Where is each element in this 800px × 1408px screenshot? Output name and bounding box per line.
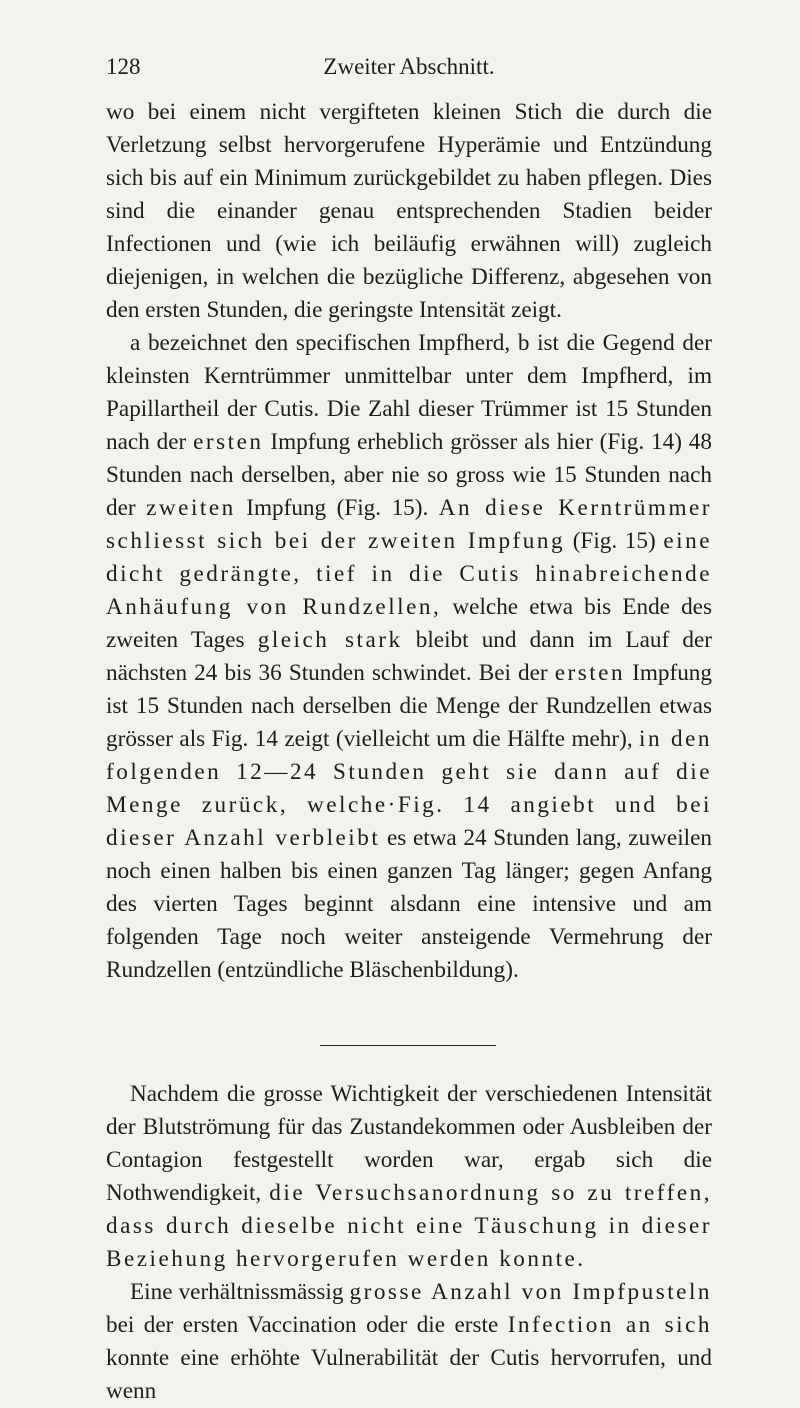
paragraph-3 <box>106 1078 712 1276</box>
text-run: Eine verhältnissmässig <box>130 1279 350 1305</box>
text-run: Impfung ist 15 Stunden nach derselben die Menge der Rundzellen etwas grösser als Fig. 14 zeigt (vielleicht um die Hälfte mehr), <box>106 660 712 752</box>
text-run: welche etwa bis Ende des zweiten Tages <box>106 594 713 653</box>
text-run: Impfung (Fig. 15). <box>235 495 439 521</box>
text-run: Nachdem die grosse Wichtigkeit der verschiedenen Intensität der Blutströmung für das Zustandekommen oder Ausbleiben der Contagion festgestellt worden war, ergab sich die Nothwendigkeit, <box>106 1081 712 1206</box>
text-run: bei der ersten Vaccination oder die erste <box>106 1312 508 1338</box>
text-run: es etwa 24 Stunden lang, zuweilen noch einen halben bis einen ganzen Tag länger; gegen Anfang des vierten Tages beginnt alsdann eine intensive und am folgenden Tage noch weiter ansteigende Vermehrung der Rundzellen (entzündliche Bläschenbildung). <box>106 825 712 983</box>
text-run: konnte eine erhöhte Vulnerabilität der Cutis hervorrufen, und wenn <box>106 1345 712 1404</box>
text-run: wo bei einem nicht vergifteten kleinen Stich die durch die Verletzung selbst hervorgerufene Hyperämie und Entzündung sich bis auf ein Minimum zurückgebildet zu haben pflegen. Dies sind die einander genau entsprechenden Stadien beider Infectionen und (wie ich beiläufig erwähnen will) zugleich diejenigen, in welchen die bezügliche Differenz, abgesehen von den ersten Stunden, die geringste Intensität zeigt. <box>106 99 712 323</box>
page-number: 128 <box>106 54 141 79</box>
text-run: Impfung erheblich grösser als hier (Fig. 14) 48 Stunden nach derselben, aber nie so gross wie 15 Stunden nach der <box>106 429 712 521</box>
section-divider <box>320 1045 496 1046</box>
paragraph-4 <box>106 1276 712 1408</box>
emphasized-text: eine dicht gedrängte, tief in die Cutis hinabreichende Anhäufung von Rundzellen, <box>106 528 712 620</box>
text-run: a bezeichnet den specifischen Impfherd, b ist die Gegend der kleinsten Kerntrümmer unmittelbar unter dem Impfherd, im Papillartheil der Cutis. Die Zahl dieser Trümmer ist 15 Stunden nach der <box>106 330 712 455</box>
emphasized-text: ersten <box>554 660 626 686</box>
emphasized-text: Infection an sich <box>507 1312 712 1338</box>
text-block-upper <box>106 96 712 987</box>
page-header <box>106 54 712 84</box>
running-title: Zweiter Abschnitt. <box>323 54 495 79</box>
text-run: (Fig. 15) <box>565 528 664 554</box>
emphasized-text: die Versuchsanordnung so zu treffen, dass durch dieselbe nicht eine Täuschung in dieser Beziehung hervorgerufen werden konnte. <box>106 1180 713 1272</box>
emphasized-text: zweiten <box>146 495 236 521</box>
emphasized-text: An diese Kerntrümmer schliesst sich bei der zweiten Impfung <box>106 495 712 554</box>
text-block-lower <box>106 1078 712 1408</box>
emphasized-text: grosse Anzahl von Impfpusteln <box>349 1279 712 1305</box>
paragraph-2 <box>106 327 712 987</box>
text-run: bleibt und dann im Lauf der nächsten 24 bis 36 Stunden schwindet. Bei der <box>106 627 712 686</box>
paragraph-1 <box>106 96 712 327</box>
emphasized-text: in den folgenden 12—24 Stunden geht sie dann auf die Menge zurück, welche·Fig. 14 angiebt und bei dieser Anzahl verbleibt <box>106 726 712 851</box>
emphasized-text: gleich stark <box>257 627 403 653</box>
emphasized-text: ersten <box>193 429 264 455</box>
